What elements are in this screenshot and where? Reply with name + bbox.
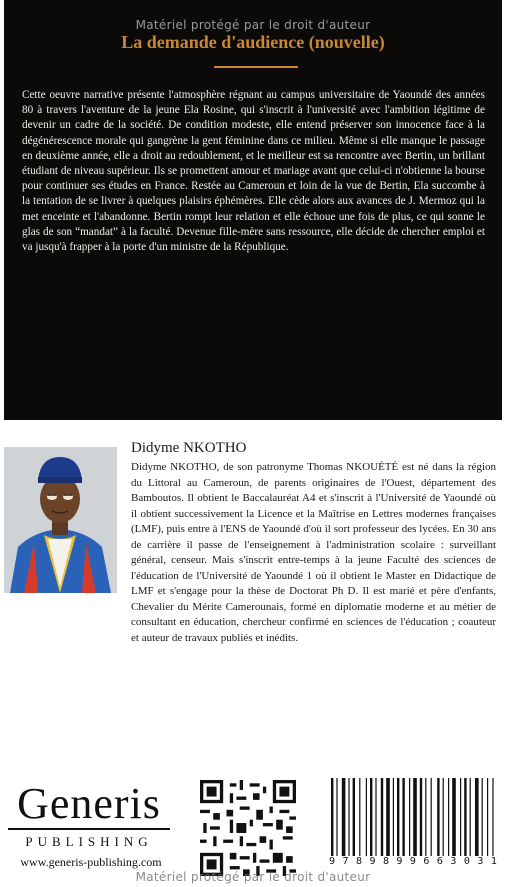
author-portrait-icon (4, 447, 117, 593)
publisher-website: www.generis-publishing.com (20, 855, 162, 869)
isbn-digits (329, 856, 497, 867)
isbn-digit: 3 (450, 856, 457, 867)
book-title: La demande d'audience (nouvelle) (121, 32, 385, 52)
isbn-barcode-icon (329, 778, 497, 856)
author-biography: Didyme NKOTHO, de son patronyme Thomas NKOUÉTÉ est né dans la région du Littoral au Cameroun, de parents originaires de l'Ouest, département des Bamboutos. Il obtient le Baccalauréat A4 et s'inscrit à l'Université de Yaoundé où il obtient successivement la Licence et la Maîtrise en Lettres modernes françaises (LMF), puis entre à l'ENS de Yaoundé d'où il sort professeur des lycées. En 30 ans de carrière il passe de l'enseignement à l'administration scolaire : surveillant général, censeur. Mais s'inscrit entre-temps à la jeune Faculté des sciences de l'éducation de l'Université de Yaoundé 1 où il obtient le Master en Didactique de LMF et s'engage pour la thèse de Doctorat Ph D. Il est marié et père d'enfants, Chevalier du Mérite Camerounais, formé en diplomatie moderne et au métier de consultant en éducation, chercheur confirmé en sciences de l'éducation ; coauteur et auteur de travaux publiés et inédits. (131, 461, 496, 644)
author-photo (4, 447, 117, 593)
isbn-digit: 0 (463, 856, 470, 867)
back-cover-synopsis-panel (4, 0, 502, 420)
isbn-digit: 9 (329, 856, 336, 867)
isbn-digit: 6 (423, 856, 430, 867)
isbn-digit: 1 (490, 856, 497, 867)
title-divider (214, 66, 298, 68)
isbn-digit: 9 (409, 856, 416, 867)
publisher-logo-rule (8, 828, 170, 830)
copyright-watermark-top: Matériel protégé par le droit d'auteur (135, 18, 371, 32)
isbn-digit: 3 (477, 856, 484, 867)
isbn-digit: 9 (396, 856, 403, 867)
isbn-digit: 9 (369, 856, 376, 867)
book-synopsis: Cette oeuvre narrative présente l'atmosphère régnant au campus universitaire de Yaoundé des années 80 à travers l'aventure de la jeune Ela Rosine, qui s'inscrit à l'université avec l'ambition légitime de devenir un cadre de la société. De condition modeste, elle entend préserver son innocence face à la dégénérescence morale qui gangrène la gent féminine dans ce milieu. Même si elle manque le passage en deuxième année, elle a droit au redoublement, et le meilleur est sa rencontre avec Bertin, un brillant étudiant de niveau supérieur. Ils se promettent amour et mariage avant que celui-ci n'obtienne la bourse pour continuer ses études en France. Restée au Cameroun et loin de la vue de Bertin, Ela succombe à la tentation de se livrer à quelques plaisirs éphémères. Elle cède alors aux avances de J. Mermoz qui la met enceinte et l'abandonne. Bertin rompt leur relation et elle échoue une fois de plus, ce qui sonne le glas de son “mandat” à la faculté. Devenue fille-mère sans ressource, elle décide de chercher emploi et va jusqu'à frapper à la porte d'un ministre de la République. (22, 89, 485, 254)
copyright-watermark-bottom: Matériel protégé par le droit d'auteur (135, 870, 371, 884)
isbn-digit: 8 (382, 856, 389, 867)
publisher-logo-name: Generis (17, 779, 161, 828)
author-name: Didyme NKOTHO (131, 440, 247, 456)
qr-code-icon (200, 780, 296, 876)
isbn-digit: 8 (355, 856, 362, 867)
isbn-digit: 7 (342, 856, 349, 867)
publisher-logo-tagline: PUBLISHING (25, 834, 153, 849)
isbn-digit: 6 (436, 856, 443, 867)
